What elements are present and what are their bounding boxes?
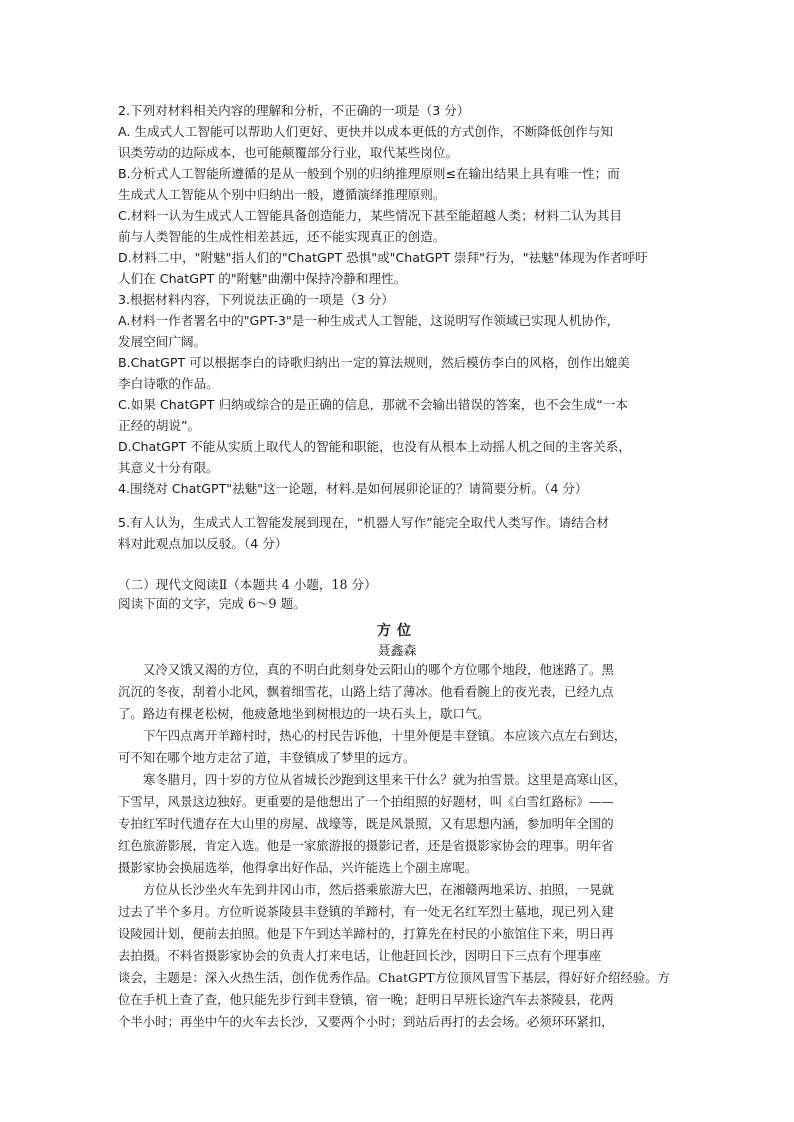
paragraph-line: 了。路边有棵老松树，他疲惫地坐到树根边的一块石头上，歇口气。	[118, 706, 490, 721]
article-paragraph-3	[118, 769, 688, 879]
paragraph-line: 寒冬腊月，四十岁的方位从省城长沙跑到这里来干什么？就为拍雪景。这里是高寒山区，	[143, 772, 627, 787]
question-2-option-a: A. 生成式人工智能可以帮助人们更好、更快并以成本更低的方式创作，不断降低创作与知	[118, 124, 613, 139]
paragraph-line: 摄影家协会换届选举，他得拿出好作品，兴许能选上个副主席呢。	[118, 860, 478, 875]
question-2-option-c-cont: 前与人类智能的生成性相差甚远，还不能实现真正的创造。	[118, 229, 446, 244]
question-3-option-a: A.材料一作者署名中的"GPT-3"是一种生成式人工智能，这说明写作领域已实现人机协作，	[118, 313, 620, 328]
question-5	[118, 512, 686, 554]
paragraph-line: 红色旅游影展，肯定入选。他是一家旅游报的摄影记者，还是省摄影家协会的理事。明年省	[118, 838, 614, 853]
question-3-stem: 3.根据材料内容，下列说法正确的一项是（3 分）	[118, 292, 394, 307]
question-2-option-c: C.材料一认为生成式人工智能具备创造能力，某些情况下甚至能超越人类；材料二认为其目	[118, 208, 622, 223]
question-2-option-b: B.分析式人工智能所遵循的是从一般到个别的归纳推理原则≤在输出结果上具有唯一性；而	[118, 166, 620, 181]
paragraph-line: 沉沉的冬夜，刮着小北风，飘着细雪花，山路上结了薄冰。他看看腕上的夜光表，已经九点	[118, 684, 614, 699]
paragraph-line: 谈会，主题是：深入火热生活，创作优秀作品。ChatGPT方位顶风冒雪下基层，得好好介绍经验。方	[118, 970, 670, 985]
question-3-option-d: D.ChatGPT 不能从实质上取代人的智能和职能，也没有从根本上动摇人机之间的主客关系，	[118, 439, 631, 454]
paragraph-line: 位在手机上查了查，他只能先步行到丰登镇，宿一晚；赶明日早班长途汽车去茶陵县，花两	[118, 992, 614, 1007]
question-2-option-d-cont: 人们在 ChatGPT 的"附魅"曲潮中保持冷静和理性。	[118, 271, 407, 286]
question-2-option-a-cont: 识类劳动的边际成本，也可能颠覆部分行业，取代某些岗位。	[118, 145, 459, 160]
article-paragraph-4	[118, 879, 688, 1033]
section-instruction: 阅读下面的文字，完成 6～9 题。	[118, 596, 306, 611]
question-2-stem: 2.下列对材料相关内容的理解和分析，不正确的一项是（3 分）	[118, 103, 470, 118]
paragraph-line: 个半小时；再坐中午的火车去长沙，又要两个小时；到站后再打的去会场。必须环环紧扣，	[118, 1014, 614, 1029]
article-author: 聂鑫森	[377, 644, 417, 659]
article-title: 方位	[377, 623, 417, 639]
paragraph-line: 设陵园计划，便前去拍照。他是下午到达羊蹄村的，打算先在村民的小旅馆住下来，明日再	[118, 926, 614, 941]
paragraph-line: 去拍摄。不料省摄影家协会的负责人打来电话，让他赶回长沙，因明日下三点有个理事座	[118, 948, 602, 963]
article-body	[118, 659, 688, 1033]
paragraph-line: 又冷又饿又渴的方位，真的不明白此刻身处云阳山的哪个方位哪个地段，他迷路了。黑	[143, 662, 614, 677]
article-paragraph-1	[118, 659, 688, 725]
paragraph-line: 下雪早，风景这边独好。更重要的是他想出了一个拍组照的好题材，叫《白雪红路标》——	[118, 794, 614, 809]
question-2-option-d: D.材料二中，"附魅"指人们的"ChatGPT 恐惧"或"ChatGPT 崇拜"行为，"祛魅"体现为作者呼吁	[118, 250, 648, 265]
question-3-option-b: B.ChatGPT 可以根据李白的诗歌归纳出一定的算法规则，然后模仿李白的风格，创作出媲美	[118, 355, 630, 370]
question-3-option-c: C.如果 ChatGPT 归纳或综合的是正确的信息，那就不会输出错误的答案，也不会生成“一本	[118, 397, 628, 412]
paragraph-line: 专拍红军时代遗存在大山里的房屋、战壕等，既是风景照，又有思想内涵，参加明年全国的	[118, 816, 614, 831]
paragraph-line: 下午四点离开羊蹄村时，热心的村民告诉他，十里外便是丰登镇。本应该六点左右到达，	[143, 728, 627, 743]
questions-2-to-4	[118, 100, 686, 499]
question-2-option-b-cont: 生成式人工智能从个别中归纳出一般，遵循演绎推理原则。	[118, 187, 446, 202]
paragraph-line: 方位从长沙坐火车先到井冈山市，然后搭乘旅游大巴，在湘赣两地采访、拍照，一晃就	[143, 882, 614, 897]
question-4-stem: 4.围绕对 ChatGPT"祛魅"这一论题，材料.是如何展卯论证的？请简要分析。（4 分）	[118, 481, 588, 496]
question-3-option-d-cont: 其意义十分有限。	[118, 460, 219, 475]
section-heading: （二）现代文阅读Ⅱ（本题共 4 小题，18 分）	[118, 577, 377, 592]
question-5-stem: 5.有人认为，生成式人工智能发展到现在，“机器人写作”能完全取代人类写作。请结合材	[118, 515, 610, 530]
question-5-stem-cont: 料对此观点加以反驳。（4 分）	[118, 536, 288, 551]
paragraph-line: 可不知在哪个地方走岔了道，丰登镇成了梦里的远方。	[118, 750, 416, 765]
question-3-option-b-cont: 李白诗歌的作品。	[118, 376, 219, 391]
question-3-option-a-cont: 发展空间广阔。	[118, 334, 207, 349]
paragraph-line: 过去了半个多月。方位听说茶陵县丰登镇的羊蹄村，有一处无名红军烈士墓地，现已列入建	[118, 904, 614, 919]
section-header	[118, 575, 688, 613]
question-3-option-c-cont: 正经的胡说”。	[118, 418, 201, 433]
article-paragraph-2	[118, 725, 688, 769]
